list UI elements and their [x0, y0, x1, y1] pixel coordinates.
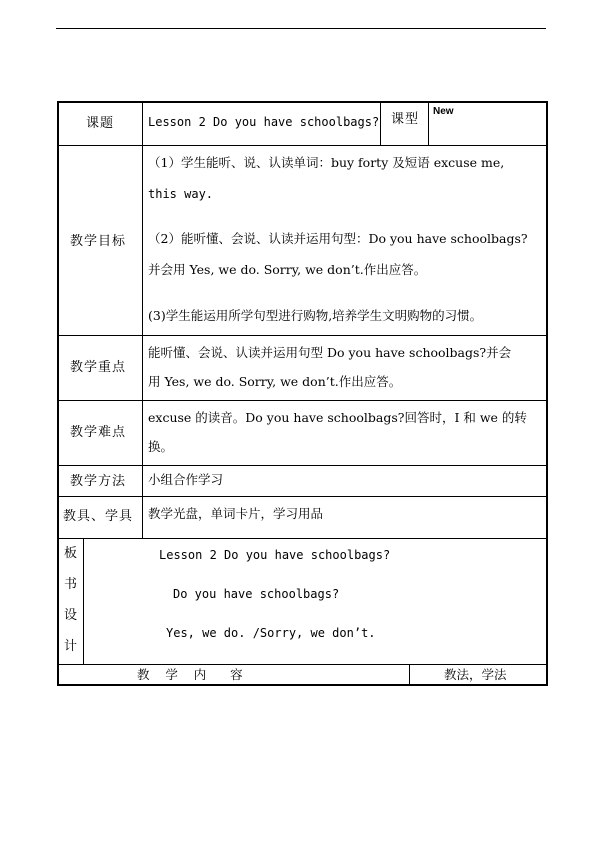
difficulties-label: 教学难点 [70, 425, 127, 440]
method-value: 小组合作学习 [148, 472, 224, 487]
tools-value: 教学光盘，单词卡片，学习用品 [148, 506, 324, 521]
topic-label: 课题 [86, 116, 115, 131]
key-points-line1: 能听懂、会说、认读并运用句型 Do you have schoolbags?并会 [148, 345, 512, 360]
type-label: 课型 [391, 112, 420, 127]
footer-content-label: 教 学 内 容 [137, 667, 243, 682]
objective-2-cont: 并会用 Yes, we do. Sorry, we don’t.作出应答。 [148, 262, 427, 277]
board-label-divider [83, 538, 84, 664]
page-top-rule [56, 28, 546, 29]
row-divider [58, 465, 547, 466]
key-points-label: 教学重点 [70, 360, 127, 375]
key-points-line2: 用 Yes, we do. Sorry, we don’t.作出应答。 [148, 374, 402, 389]
type-value: New [433, 106, 454, 117]
board-label-char: 设 [64, 608, 78, 623]
row-divider [58, 496, 547, 497]
row-divider [58, 400, 547, 401]
objective-3: (3)学生能运用所学句型进行购物,培养学生文明购物的习惯。 [148, 308, 483, 323]
topic-value: Lesson 2 Do you have schoolbags? [148, 115, 380, 129]
difficulties-line2: 换。 [148, 439, 174, 454]
board-line-2: Do you have schoolbags? [173, 587, 340, 601]
method-label: 教学方法 [70, 474, 127, 489]
board-label-char: 计 [64, 639, 78, 654]
type-column-divider [380, 102, 381, 145]
row-divider [58, 145, 547, 146]
objective-1-cont: this way. [148, 187, 214, 201]
tools-label: 教具、学具 [63, 509, 134, 524]
type-value-divider [428, 102, 429, 145]
board-label-char: 板 [64, 546, 78, 561]
row-divider [58, 538, 547, 539]
objective-2: （2）能听懂、会说、认读并运用句型：Do you have schoolbags? [148, 231, 528, 246]
objective-1: （1）学生能听、说、认读单词：buy forty 及短语 excuse me, [148, 155, 505, 170]
board-line-1: Lesson 2 Do you have schoolbags? [159, 548, 391, 562]
label-column-divider [142, 102, 143, 538]
board-label-char: 书 [64, 577, 78, 592]
difficulties-line1: excuse 的读音。Do you have schoolbags?回答时，I 和 we 的转 [148, 410, 527, 425]
objectives-label: 教学目标 [70, 234, 127, 249]
row-divider [58, 664, 547, 665]
board-line-3: Yes, we do. /Sorry, we don’t. [166, 626, 376, 640]
footer-divider [409, 664, 410, 685]
row-divider [58, 335, 547, 336]
footer-method-label: 教法，学法 [444, 667, 507, 682]
